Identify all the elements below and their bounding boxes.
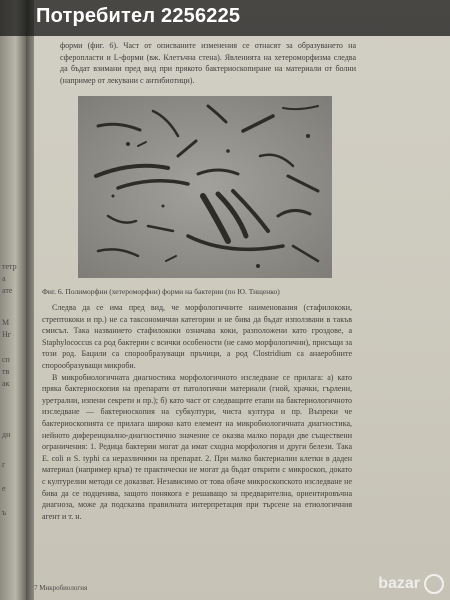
left-page-fragment: тв [2, 367, 10, 376]
book-page [34, 0, 450, 600]
left-page-fragment: г [2, 460, 6, 469]
main-text [42, 302, 352, 522]
paragraph-text: Следва да се има пред вид, че морфологичните наименования (стафилококи, стрептококи и пр.) не са таксономични категории и не бива да бъдат използвани в такъв смисъл. Така названието стафилококи означава коки, разположени като гроздове, а Staphylococcus са род бактерии с всички особености (не само морфологични), присъщи за този род. Бацили са спорообразуващи пръчици, а род Clostridium са анаеробните спорообразуващи микроби. [42, 303, 352, 370]
left-page-fragment: ак [2, 379, 10, 388]
paragraph-text: В микробиологичната диагностика морфологичното изследване се прилага: а) като пряка бактериоскопия на препарати от патологични материали (гной, храчки, гърлени, уретрални, изпени секрети и пр.); б) като част от следващите етапи на бактериологичното изследване — бактериоскопия на субкултури, чиста култура и пр. Въпреки че бактериоскопията се прилага широко като елемент на микробиологичната диагностика, нейното диференциално-диагностично значение се оказва малко поради две съществени ограничения: 1. Редица бактерии могат да имат сходна морфология и други белези. Така E. coli и S. typhi са неразличими на препарат. 2. При малко бактериални клетки в даден материал (например кръв) те практически не могат да бъдат открити с микроскоп, докато с културелни методи се доказват. Независимо от това обаче микроскопското изследване не бива да се подценява, защото понякога е решаващо за предварителна, ориентировъчна диагноза, може да подсказва правилната интерпретация при търсене на етиологичния агент и т. н. [42, 372, 352, 521]
left-page-fragment: ъ [2, 508, 7, 517]
left-page-fragment: дн [2, 430, 11, 439]
watermark-logo [378, 574, 444, 594]
left-page-fragment: ате [2, 286, 13, 295]
left-page-fragment: М [2, 318, 10, 327]
left-page-fragment: а [2, 274, 6, 283]
top-paragraph [60, 40, 356, 86]
micrograph-figure [78, 96, 332, 278]
left-page-fragment: тетр [2, 262, 17, 271]
bacteria-micrograph [78, 96, 332, 278]
figure-caption: Фиг. 6. Полиморфни (хетероморфни) форми на бактерии (по Ю. Тищенко) [42, 287, 280, 296]
left-page-fragment: сп [2, 355, 10, 364]
left-page-edge [0, 0, 26, 600]
left-page-fragment: Нг [2, 330, 12, 339]
user-banner [0, 0, 450, 36]
book-spine [26, 0, 34, 600]
banner-title: Потребител 2256225 [36, 5, 241, 27]
watermark-text: bazar [378, 575, 420, 592]
left-page-fragment: е [2, 484, 6, 493]
chat-bubble-icon [424, 574, 444, 594]
paragraph-text: форми (фиг. 6). Част от описваните изменения се отнасят за образуването на сферопласти и L-форми (вж. Клетъчна стена). Явленията на хетероморфизма следва да бъдат взимани пред вид при прякото бактериоскопиране на материали от болни (например от лекувани с антибиотици). [60, 41, 356, 85]
page-footer: 7 Микробиология [34, 584, 88, 592]
